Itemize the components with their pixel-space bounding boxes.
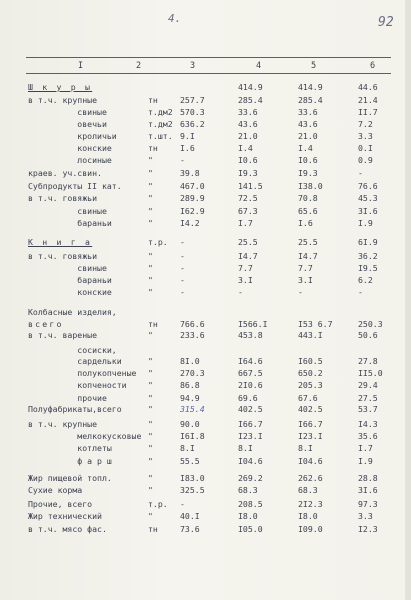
- value-col-6: I2.3: [358, 524, 378, 534]
- row-label: полукопченые: [28, 368, 137, 378]
- value-col-5: I4.7: [298, 251, 318, 261]
- value-col-5: I60.5: [298, 356, 323, 366]
- value-col-3: 270.3: [180, 368, 205, 378]
- value-col-6: 53.7: [358, 404, 378, 414]
- table-row: [0, 95, 411, 107]
- value-col-5: 650.2: [298, 368, 323, 378]
- value-col-4: 285.4: [238, 95, 263, 105]
- value-col-4: 2I0.6: [238, 380, 263, 390]
- row-label: сосиски,: [28, 345, 117, 355]
- row-label: овечьи: [28, 119, 107, 129]
- value-col-6: 3I.6: [358, 206, 378, 216]
- unit-cell: ": [148, 155, 153, 165]
- value-col-3: 90.0: [180, 419, 200, 429]
- value-col-5: 70.8: [298, 193, 318, 203]
- unit-cell: ": [148, 181, 153, 191]
- table-row: [0, 419, 411, 431]
- value-col-5: 285.4: [298, 95, 323, 105]
- value-col-5: 65.6: [298, 206, 318, 216]
- value-col-5: 21.0: [298, 131, 318, 141]
- value-col-3: 233.6: [180, 330, 205, 340]
- value-col-3: 289.9: [180, 193, 205, 203]
- unit-cell: т.дм2: [148, 107, 173, 117]
- row-label: бараньи: [28, 275, 112, 285]
- row-label: прочие: [28, 393, 107, 403]
- value-col-6: 3I.6: [358, 485, 378, 495]
- value-col-3: -: [180, 499, 185, 509]
- table-row: [0, 155, 411, 167]
- value-col-3: 8.I: [180, 443, 195, 453]
- row-label: котлеты: [28, 443, 112, 453]
- value-col-6: II5.0: [358, 368, 383, 378]
- value-col-5: I09.0: [298, 524, 323, 534]
- table-row: [0, 143, 411, 155]
- table-row: [0, 485, 411, 497]
- unit-cell: ": [148, 275, 153, 285]
- value-col-5: I.4: [298, 143, 313, 153]
- table-row: [0, 218, 411, 230]
- unit-cell: т.р.: [148, 237, 168, 247]
- value-col-6: 27.8: [358, 356, 378, 366]
- value-col-4: I8.0: [238, 511, 258, 521]
- page-number: 92: [378, 15, 394, 30]
- value-col-4: 453.8: [238, 330, 263, 340]
- value-col-6: I4.3: [358, 419, 378, 429]
- row-label: копчености: [28, 380, 127, 390]
- row-label: в т.ч. говяжьи: [28, 251, 98, 261]
- value-col-6: 97.3: [358, 499, 378, 509]
- unit-cell: ": [148, 263, 153, 273]
- value-col-5: I8.0: [298, 511, 318, 521]
- value-col-6: 50.6: [358, 330, 378, 340]
- value-col-3: -: [180, 287, 185, 297]
- unit-cell: ": [148, 356, 153, 366]
- row-label: Жир технический: [28, 511, 102, 521]
- unit-cell: ": [148, 511, 153, 521]
- value-col-6: I9.5: [358, 263, 378, 273]
- value-col-4: I0.6: [238, 155, 258, 165]
- value-col-4: I.4: [238, 143, 253, 153]
- value-col-6: 6.2: [358, 275, 373, 285]
- unit-cell: ": [148, 193, 153, 203]
- unit-cell: ": [148, 404, 153, 414]
- value-col-4: 141.5: [238, 181, 263, 191]
- value-col-3: 315.4: [180, 404, 205, 414]
- value-col-4: -: [238, 287, 243, 297]
- unit-cell: т.дм2: [148, 119, 173, 129]
- value-col-3: -: [180, 263, 185, 273]
- unit-cell: ": [148, 218, 153, 228]
- row-label: в т.ч. мясо фас.: [28, 524, 107, 534]
- value-col-3: 86.8: [180, 380, 200, 390]
- value-col-6: I.9: [358, 456, 373, 466]
- value-col-4: 208.5: [238, 499, 263, 509]
- row-label: Полуфабрикаты,всего: [28, 404, 122, 414]
- value-col-3: 9.I: [180, 131, 195, 141]
- value-col-4: 402.5: [238, 404, 263, 414]
- column-header: 4: [256, 61, 263, 71]
- column-header: I: [78, 61, 85, 71]
- value-col-4: I64.6: [238, 356, 263, 366]
- unit-cell: ": [148, 380, 153, 390]
- row-label: ф а р ш: [28, 456, 112, 466]
- table-row: [0, 456, 411, 468]
- handwritten-mark: 4.: [168, 12, 182, 25]
- table-row: [0, 237, 411, 249]
- value-col-4: I566.I: [238, 319, 268, 329]
- value-col-4: 33.6: [238, 107, 258, 117]
- table-row: [0, 287, 411, 299]
- value-col-5: 414.9: [298, 82, 323, 92]
- table-row: [0, 168, 411, 180]
- table-row: [0, 263, 411, 275]
- value-col-4: 43.6: [238, 119, 258, 129]
- row-label: Прочие, всего: [28, 499, 93, 509]
- value-col-5: 3.I: [298, 275, 313, 285]
- value-col-5: 33.6: [298, 107, 318, 117]
- value-col-3: 73.6: [180, 524, 200, 534]
- value-col-3: 325.5: [180, 485, 205, 495]
- table-row: [0, 107, 411, 119]
- column-header: 6: [370, 61, 377, 71]
- table-row: [0, 131, 411, 143]
- value-col-4: 3.I: [238, 275, 253, 285]
- unit-cell: ": [148, 251, 153, 261]
- value-col-5: -: [298, 287, 303, 297]
- value-col-6: 250.3: [358, 319, 383, 329]
- row-label: бараньи: [28, 218, 112, 228]
- value-col-6: 3.3: [358, 511, 373, 521]
- value-col-3: 570.3: [180, 107, 205, 117]
- value-col-4: 67.3: [238, 206, 258, 216]
- table-row: [0, 275, 411, 287]
- table-row: [0, 82, 411, 94]
- value-col-3: I4.2: [180, 218, 200, 228]
- value-col-4: I9.3: [238, 168, 258, 178]
- value-col-4: I05.0: [238, 524, 263, 534]
- row-label: мелкокусковые: [28, 431, 142, 441]
- row-label: Субпродукты II кат.: [28, 181, 122, 191]
- row-label: К н и г а: [28, 237, 93, 247]
- row-label: в т.ч. крупные: [28, 95, 98, 105]
- value-col-3: 636.2: [180, 119, 205, 129]
- header-bottom-rule: [26, 73, 391, 74]
- row-label: конские: [28, 287, 112, 297]
- unit-cell: ": [148, 206, 153, 216]
- value-col-5: I53 6.7: [298, 319, 333, 329]
- value-col-5: I0.6: [298, 155, 318, 165]
- table-row: [0, 431, 411, 443]
- value-col-4: 69.6: [238, 393, 258, 403]
- value-col-4: I4.7: [238, 251, 258, 261]
- unit-cell: т.шт.: [148, 131, 173, 141]
- unit-cell: ": [148, 443, 153, 453]
- value-col-6: II.7: [358, 107, 378, 117]
- table-row: [0, 251, 411, 263]
- value-col-6: 35.6: [358, 431, 378, 441]
- row-label: сардельки: [28, 356, 122, 366]
- row-label: кроличьи: [28, 131, 117, 141]
- value-col-4: I04.6: [238, 456, 263, 466]
- value-col-4: 68.3: [238, 485, 258, 495]
- unit-cell: ": [148, 393, 153, 403]
- value-col-4: 667.5: [238, 368, 263, 378]
- table-row: [0, 368, 411, 380]
- value-col-6: 28.8: [358, 473, 378, 483]
- value-col-3: I83.0: [180, 473, 205, 483]
- value-col-5: 43.6: [298, 119, 318, 129]
- row-label: свиные: [28, 263, 107, 273]
- row-label: Ш к у р ы: [28, 82, 93, 92]
- value-col-3: I.6: [180, 143, 195, 153]
- unit-cell: тн: [148, 143, 158, 153]
- value-col-3: -: [180, 251, 185, 261]
- row-label: лосиные: [28, 155, 112, 165]
- unit-cell: ": [148, 485, 153, 495]
- value-col-5: I38.0: [298, 181, 323, 191]
- table-row: [0, 193, 411, 205]
- value-col-6: 76.6: [358, 181, 378, 191]
- value-col-3: 39.8: [180, 168, 200, 178]
- unit-cell: т.р.: [148, 499, 168, 509]
- value-col-3: 257.7: [180, 95, 205, 105]
- row-label: Жир пищевой топл.: [28, 473, 112, 483]
- table-row: [0, 380, 411, 392]
- unit-cell: ": [148, 368, 153, 378]
- value-col-4: 269.2: [238, 473, 263, 483]
- unit-cell: ": [148, 330, 153, 340]
- value-col-3: 766.6: [180, 319, 205, 329]
- value-col-6: 7.2: [358, 119, 373, 129]
- table-row: [0, 119, 411, 131]
- value-col-5: I23.I: [298, 431, 323, 441]
- value-col-3: 40.I: [180, 511, 200, 521]
- value-col-5: I66.7: [298, 419, 323, 429]
- value-col-3: I6I.8: [180, 431, 205, 441]
- unit-cell: ": [148, 287, 153, 297]
- value-col-4: I66.7: [238, 419, 263, 429]
- value-col-3: -: [180, 237, 185, 247]
- table-row: [0, 511, 411, 523]
- value-col-5: I.6: [298, 218, 313, 228]
- value-col-5: 402.5: [298, 404, 323, 414]
- unit-cell: ": [148, 168, 153, 178]
- value-col-3: 467.0: [180, 181, 205, 191]
- value-col-5: 443.I: [298, 330, 323, 340]
- value-col-4: I23.I: [238, 431, 263, 441]
- unit-cell: ": [148, 473, 153, 483]
- value-col-4: 8.I: [238, 443, 253, 453]
- value-col-4: 21.0: [238, 131, 258, 141]
- column-header: 2: [136, 61, 143, 71]
- table-row: [0, 330, 411, 342]
- header-top-rule: [26, 57, 391, 58]
- value-col-5: 8.I: [298, 443, 313, 453]
- unit-cell: ": [148, 419, 153, 429]
- table-row: [0, 499, 411, 511]
- row-label: краев. уч.свин.: [28, 168, 102, 178]
- value-col-6: I.7: [358, 443, 373, 453]
- value-col-5: 25.5: [298, 237, 318, 247]
- row-label: свиные: [28, 206, 107, 216]
- value-col-6: 27.5: [358, 393, 378, 403]
- value-col-4: 72.5: [238, 193, 258, 203]
- value-col-3: 55.5: [180, 456, 200, 466]
- row-label: Колбасные изделия,: [28, 307, 117, 317]
- row-label: Сухие корма: [28, 485, 83, 495]
- value-col-5: 68.3: [298, 485, 318, 495]
- table-row: [0, 524, 411, 536]
- value-col-5: I04.6: [298, 456, 323, 466]
- value-col-3: -: [180, 275, 185, 285]
- value-col-5: 2I2.3: [298, 499, 323, 509]
- table-row: [0, 404, 411, 416]
- table-row: [0, 181, 411, 193]
- value-col-5: 7.7: [298, 263, 313, 273]
- table-row: [0, 206, 411, 218]
- value-col-6: 29.4: [358, 380, 378, 390]
- table-row: [0, 356, 411, 368]
- row-label: всего: [28, 319, 64, 329]
- unit-cell: тн: [148, 524, 158, 534]
- value-col-4: 414.9: [238, 82, 263, 92]
- unit-cell: тн: [148, 95, 158, 105]
- value-col-4: I.7: [238, 218, 253, 228]
- value-col-5: I9.3: [298, 168, 318, 178]
- value-col-3: -: [180, 155, 185, 165]
- row-label: в т.ч. крупные: [28, 419, 98, 429]
- value-col-6: 45.3: [358, 193, 378, 203]
- unit-cell: тн: [148, 319, 158, 329]
- row-label: конские: [28, 143, 112, 153]
- value-col-6: -: [358, 168, 363, 178]
- value-col-6: 21.4: [358, 95, 378, 105]
- value-col-6: 0.9: [358, 155, 373, 165]
- value-col-3: I62.9: [180, 206, 205, 216]
- row-label: свиные: [28, 107, 107, 117]
- value-col-6: 3.3: [358, 131, 373, 141]
- table-row: [0, 473, 411, 485]
- value-col-3: 94.9: [180, 393, 200, 403]
- value-col-3: 8I.0: [180, 356, 200, 366]
- value-col-6: -: [358, 287, 363, 297]
- value-col-5: 205.3: [298, 380, 323, 390]
- value-col-4: 25.5: [238, 237, 258, 247]
- table-row: [0, 443, 411, 455]
- column-header: 5: [311, 61, 318, 71]
- value-col-6: 36.2: [358, 251, 378, 261]
- value-col-6: 6I.9: [358, 237, 378, 247]
- value-col-5: 262.6: [298, 473, 323, 483]
- unit-cell: ": [148, 456, 153, 466]
- value-col-4: 7.7: [238, 263, 253, 273]
- unit-cell: ": [148, 431, 153, 441]
- column-header: 3: [190, 61, 197, 71]
- value-col-6: I.9: [358, 218, 373, 228]
- row-label: в т.ч. говяжьи: [28, 193, 98, 203]
- value-col-6: 44.6: [358, 82, 378, 92]
- row-label: в т.ч. вареные: [28, 330, 98, 340]
- value-col-5: 67.6: [298, 393, 318, 403]
- table-row: [0, 307, 411, 319]
- value-col-6: 0.I: [358, 143, 373, 153]
